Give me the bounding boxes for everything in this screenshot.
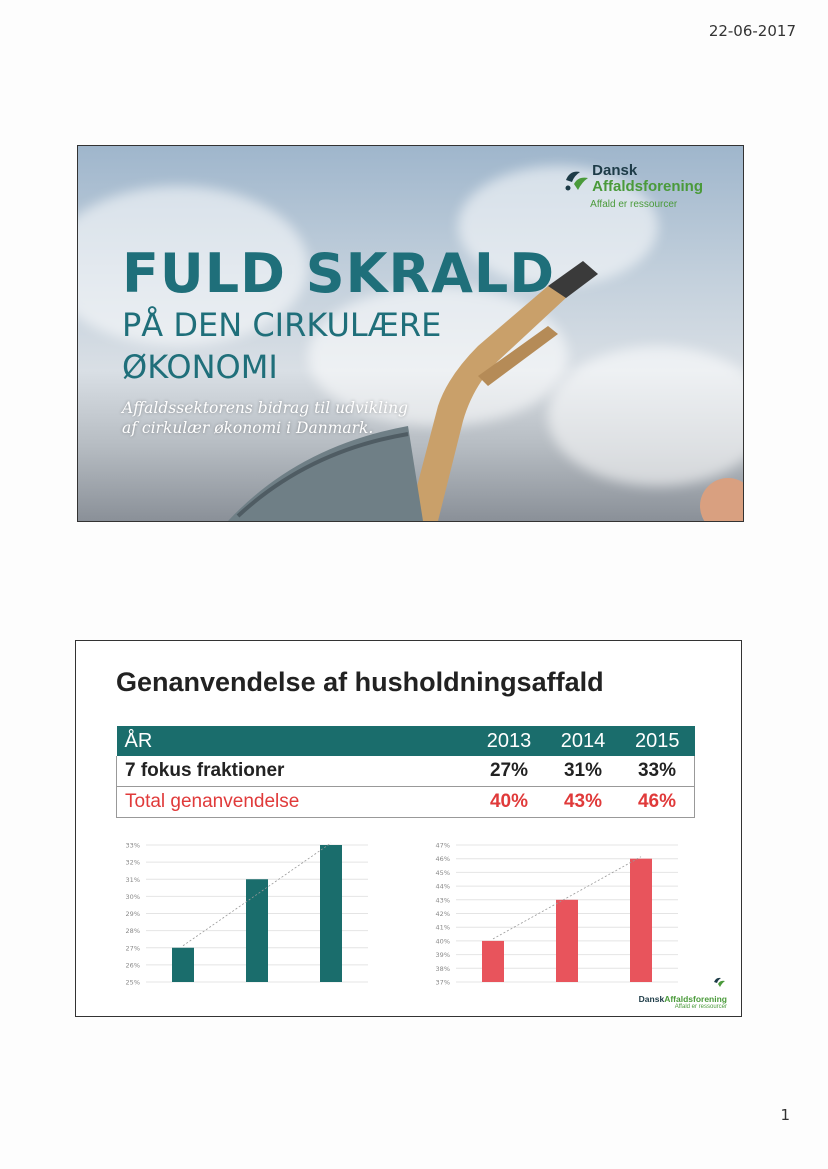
title-line-2: PÅ DEN CIRKULÆRE (122, 306, 442, 344)
y-tick-label: 31% (125, 875, 140, 884)
cell-value: 33% (620, 756, 695, 787)
cell-value: 43% (563, 791, 603, 812)
dansk-affaldsforening-logo (639, 975, 727, 1010)
header-year-label: ÅR (117, 726, 473, 756)
logo-text (639, 994, 727, 1004)
y-tick-label: 29% (125, 910, 140, 918)
title-line-3: ØKONOMI (122, 348, 278, 386)
y-tick-label: 44% (435, 882, 450, 891)
page-number: 1 (780, 1106, 790, 1124)
y-tick-label: 25% (125, 978, 140, 987)
y-tick-label: 33% (125, 841, 140, 850)
bar-2015 (320, 845, 342, 982)
table-row (117, 756, 695, 787)
y-tick-label: 43% (435, 896, 450, 905)
bar-2013 (482, 941, 504, 982)
page-date: 22-06-2017 (708, 22, 796, 40)
y-tick-label: 28% (125, 927, 140, 936)
y-tick-label: 32% (125, 858, 140, 867)
bar-2013 (172, 948, 194, 982)
title-slide (77, 145, 744, 522)
fokus-fraktioner-bar-chart (106, 839, 376, 989)
y-tick-label: 46% (435, 855, 450, 864)
logo-tagline: Affald er ressourcer (674, 1004, 727, 1010)
y-tick-label: 26% (125, 961, 140, 970)
table-header-row (117, 726, 695, 756)
y-tick-label: 39% (435, 951, 450, 960)
cell-value: 40% (489, 791, 529, 812)
y-tick-label: 42% (435, 910, 450, 918)
y-tick-label: 38% (435, 964, 450, 973)
logo-text-affaldsforening: Affaldsforening (592, 178, 703, 195)
row-label: Total genanvendelse (125, 791, 300, 812)
cell-value: 46% (637, 791, 677, 812)
logo-text-affaldsforening: Affaldsforening (664, 994, 727, 1004)
header-2014: 2014 (546, 726, 620, 756)
total-genanvendelse-bar-chart (416, 839, 686, 989)
slide-title: Genanvendelse af husholdningsaffald (116, 667, 604, 697)
slide-title-line2 (122, 304, 441, 388)
y-tick-label: 40% (435, 937, 450, 946)
dansk-affaldsforening-logo (562, 164, 703, 210)
y-tick-label: 27% (125, 944, 140, 953)
bar-2014 (556, 900, 578, 982)
logo-text-dansk: Dansk (592, 162, 638, 179)
y-tick-label: 47% (435, 841, 450, 850)
table-row (117, 787, 695, 818)
y-tick-label: 41% (435, 923, 450, 932)
y-tick-label: 45% (435, 868, 450, 877)
recycling-table (116, 726, 695, 818)
logo-tagline: Affald er ressourcer (590, 199, 678, 210)
y-tick-label: 37% (435, 978, 450, 987)
slide-subtitle: Affaldssektorens bidrag til udvikling af cirkulær økonomi i Danmark. (122, 399, 408, 437)
cell-value: 27% (472, 756, 546, 787)
header-2015: 2015 (620, 726, 695, 756)
y-tick-label: 30% (125, 892, 140, 901)
header-2013: 2013 (472, 726, 546, 756)
logo-text-dansk: Dansk (638, 994, 665, 1004)
leaf-logo-icon (711, 975, 727, 989)
bar-2015 (630, 859, 652, 982)
slide-title: FULD SKRALD (122, 242, 556, 305)
leaf-logo-icon (562, 166, 590, 194)
recycling-slide (75, 640, 742, 1017)
row-label: 7 fokus fraktioner (117, 756, 473, 787)
cell-value: 31% (546, 756, 620, 787)
